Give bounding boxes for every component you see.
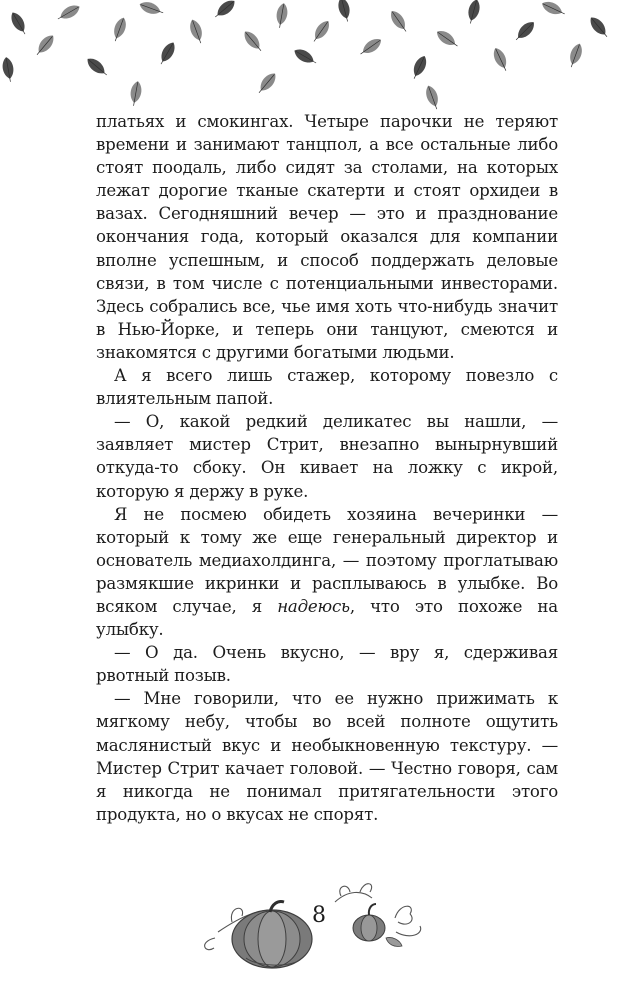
paragraph	[96, 410, 558, 502]
leaf-icon	[409, 54, 429, 81]
leaf-icon	[84, 55, 110, 79]
leaf-icon	[55, 2, 82, 24]
leaf-icon	[255, 70, 279, 96]
leaf-icon	[358, 35, 385, 58]
leaf-icon	[1, 56, 16, 82]
leaf-icon	[292, 46, 319, 68]
leaf-icon	[587, 14, 611, 40]
leaf-icon	[241, 28, 265, 54]
leaf-icon	[387, 8, 410, 35]
leaf-icon	[491, 46, 511, 73]
leaf-icon	[8, 10, 30, 37]
leaf-icon	[138, 0, 165, 18]
leaf-icon	[212, 0, 238, 21]
paragraph-text: — О да. Очень вкусно, — вру я, сдерживая рвотный позыв.	[96, 643, 558, 686]
leaf-icon	[465, 0, 482, 25]
pumpkin-footer-ornament	[0, 862, 619, 1000]
leaf-icon	[540, 0, 567, 19]
leaf-icon	[156, 40, 178, 67]
paragraph-text: — Мне говорили, что ее нужно прижимать к мягкому небу, чтобы во всей полноте ощутить маслянистый вкус и необыкновенную текстуру. — Мистер Стрит качает головой. — Честно говоря, сам я никогда не понимал притягательности этого продукта, но о вкусах не спорят.	[96, 689, 558, 824]
paragraph-text: А я всего лишь стажер, которому повезло с влиятельным папой.	[96, 366, 558, 409]
leaf-icon	[512, 19, 537, 44]
paragraph	[96, 503, 558, 642]
leaf-icon	[566, 42, 584, 69]
emphasis-text: надеюсь	[277, 596, 350, 616]
leaf-icon	[274, 2, 289, 28]
paragraph	[96, 364, 558, 410]
paragraph-text: , что это похоже на улыбку.	[96, 596, 558, 640]
leaf-icon	[310, 18, 333, 45]
page-number: 8	[312, 903, 326, 928]
body-text	[96, 110, 558, 826]
leaf-icon	[110, 16, 128, 43]
leaf-icon	[423, 84, 441, 110]
paragraph-text: — О, какой редкий деликатес вы нашли, — заявляет мистер Стрит, внезапно вынырнувший откуда-то сбоку. Он кивает на ложку с икрой, которую я держу в руке.	[96, 412, 558, 501]
paragraph	[96, 641, 558, 687]
leaf-icon	[33, 32, 57, 58]
paragraph-text: Я не посмею обидеть хозяина вечеринки — который к тому же еще генеральный директор и основатель медиахолдинга, — поэтому проглатываю размякшие икринки и расплываюсь в улыбке. Во всяком случае, я	[96, 504, 558, 616]
leaf-icon	[187, 18, 205, 45]
falling-leaves-icon	[0, 0, 619, 110]
leaf-icon	[128, 80, 143, 106]
paragraph-text: платьях и смокингах. Четыре парочки не теряют времени и занимают танцпол, а все остальные либо стоят поодаль, либо сидят за столами, на которых лежат дорогие тканые скатерти и стоят орхидеи в вазах. Сегодняшний вечер — это и празднование окончания года, который оказался для компании вполне успешным, и способ поддержать деловые связи, в том числе с потенциальными инвесторами. Здесь собрались все, чье имя хоть что-нибудь значит в Нью-Йорке, и теперь они танцуют, смеются и знакомятся с другими богатыми людьми.	[96, 112, 558, 362]
pumpkin-small-icon	[353, 904, 402, 947]
paragraph	[96, 110, 558, 364]
leaf-icon	[336, 0, 353, 23]
paragraph	[96, 687, 558, 826]
leaf-icon	[434, 27, 461, 50]
